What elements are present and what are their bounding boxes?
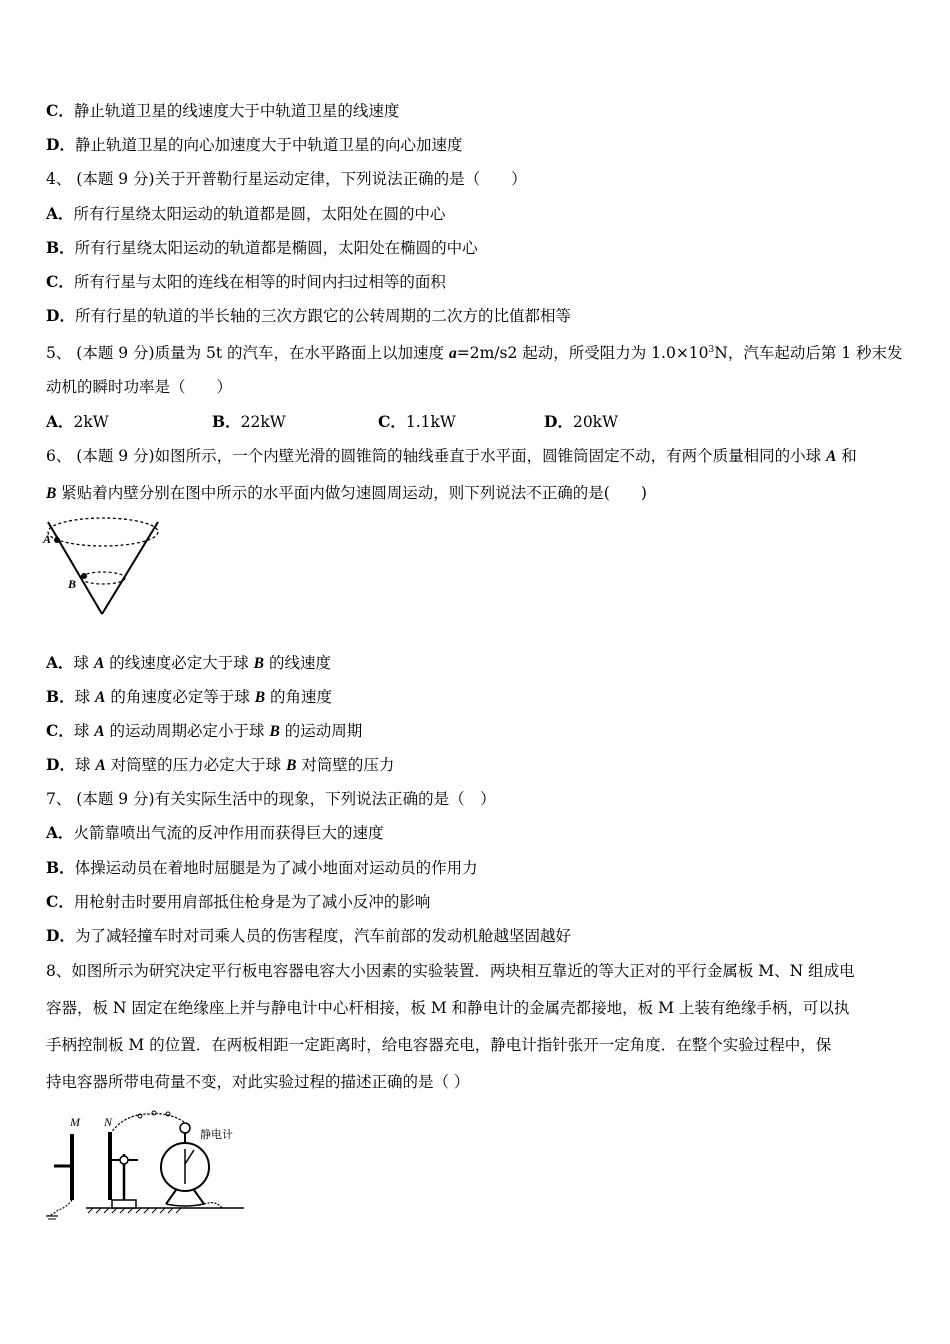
capacitor-figure — [44, 1104, 264, 1222]
q6-option-d: D．球 A 对筒壁的压力必定大于球 B 对筒壁的压力 — [46, 755, 395, 774]
electroscope-ground-wire — [204, 1203, 222, 1208]
figure-label-a: A — [43, 532, 52, 546]
q5-option-c: C．1.1kW — [378, 412, 456, 431]
q5-stem-line2: 动机的瞬时功率是（ ） — [46, 378, 233, 396]
q8-stem-line2: 容器，板 N 固定在绝缘座上并与静电计中心杆相接，板 M 和静电计的金属壳都接地，板 M 上装有绝缘手柄，可以执 — [46, 999, 850, 1017]
cone-figure — [40, 512, 165, 620]
q5-option-b: B．22kW — [212, 412, 286, 431]
q6-option-c: C．球 A 的运动周期必定小于球 B 的运动周期 — [46, 721, 363, 740]
q4-option-d: D．所有行星的轨道的半长轴的三次方跟它的公转周期的二次方的比值都相等 — [46, 306, 571, 325]
plate-m-ground-wire — [48, 1200, 72, 1216]
q6-option-a: A．球 A 的线速度必定大于球 B 的线速度 — [46, 653, 331, 672]
plate-m — [70, 1134, 74, 1200]
q5-option-d: D．20kW — [544, 412, 618, 431]
q4-option-a: A．所有行星绕太阳运动的轨道都是圆，太阳处在圆的中心 — [46, 204, 446, 223]
q5-option-a: A．2kW — [46, 412, 109, 431]
figure-label-n: N — [104, 1115, 113, 1129]
q7-option-c: C．用枪射击时要用肩部抵住枪身是为了减小反冲的影响 — [46, 892, 431, 911]
electroscope-knob — [180, 1123, 190, 1133]
q6-option-b: B．球 A 的角速度必定等于球 B 的角速度 — [46, 687, 333, 706]
q6-stem-line1: 6、 (本题 9 分)如图所示，一个内壁光滑的圆锥筒的轴线垂直于水平面，圆锥筒固定不动，有两个质量相同的小球 A 和 — [46, 447, 857, 465]
ball-a-icon — [54, 537, 60, 543]
q5-stem-line1: 5、 (本题 9 分)质量为 5t 的汽车，在水平路面上以加速度 a=2m/s2 起动，所受阻力为 $1.0\times 10^3N$，汽车起动后第 1 秒末发 — [46, 344, 903, 363]
connecting-wire — [110, 1114, 184, 1134]
q4-option-c: C．所有行星与太阳的连线在相等的时间内扫过相等的面积 — [46, 272, 446, 291]
figure-label-electroscope: 静电计 — [200, 1128, 233, 1141]
upper-orbit-ellipse — [48, 518, 158, 546]
electroscope-legs — [166, 1190, 204, 1204]
ball-b-icon — [81, 573, 87, 579]
plate-n — [108, 1132, 112, 1200]
q6-stem-line2: B 紧贴着内壁分别在图中所示的水平面内做匀速圆周运动，则下列说法不正确的是( ) — [46, 484, 647, 502]
q5-options — [46, 412, 618, 432]
figure-label-b: B — [68, 577, 77, 591]
q3-option-d: D．静止轨道卫星的向心加速度大于中轨道卫星的向心加速度 — [46, 135, 463, 154]
q8-stem-line1: 8、如图所示为研究决定平行板电容器电容大小因素的实验装置．两块相互靠近的等大正对的平行金属板 M、N 组成电 — [46, 962, 855, 980]
q8-stem-line3: 手柄控制板 M 的位置．在两板相距一定距离时，给电容器充电，静电计指针张开一定角度．在整个实验过程中，保 — [46, 1036, 832, 1054]
q7-stem: 7、 (本题 9 分)有关实际生活中的现象，下列说法正确的是（ ） — [46, 790, 496, 808]
q4-stem: 4、 (本题 9 分)关于开普勒行星运动定律，下列说法正确的是（ ） — [46, 170, 527, 188]
q7-option-b: B．体操运动员在着地时屈腿是为了减小地面对运动员的作用力 — [46, 858, 478, 877]
figure-label-m: M — [70, 1115, 80, 1129]
lower-orbit-ellipse — [81, 572, 125, 584]
cone-right-wall — [102, 522, 158, 614]
cone-left-wall — [48, 522, 102, 614]
q4-option-b: B．所有行星绕太阳运动的轨道都是椭圆，太阳处在椭圆的中心 — [46, 238, 478, 257]
q3-option-c: C．静止轨道卫星的线速度大于中轨道卫星的线速度 — [46, 101, 400, 120]
q7-option-d: D．为了减轻撞车时对司乘人员的伤害程度，汽车前部的发动机舱越坚固越好 — [46, 926, 571, 945]
q7-option-a: A．火箭靠喷出气流的反冲作用而获得巨大的速度 — [46, 823, 384, 842]
q8-stem-line4: 持电容器所带电荷量不变，对此实验过程的描述正确的是（ ） — [46, 1073, 470, 1091]
stand-base — [112, 1200, 136, 1208]
